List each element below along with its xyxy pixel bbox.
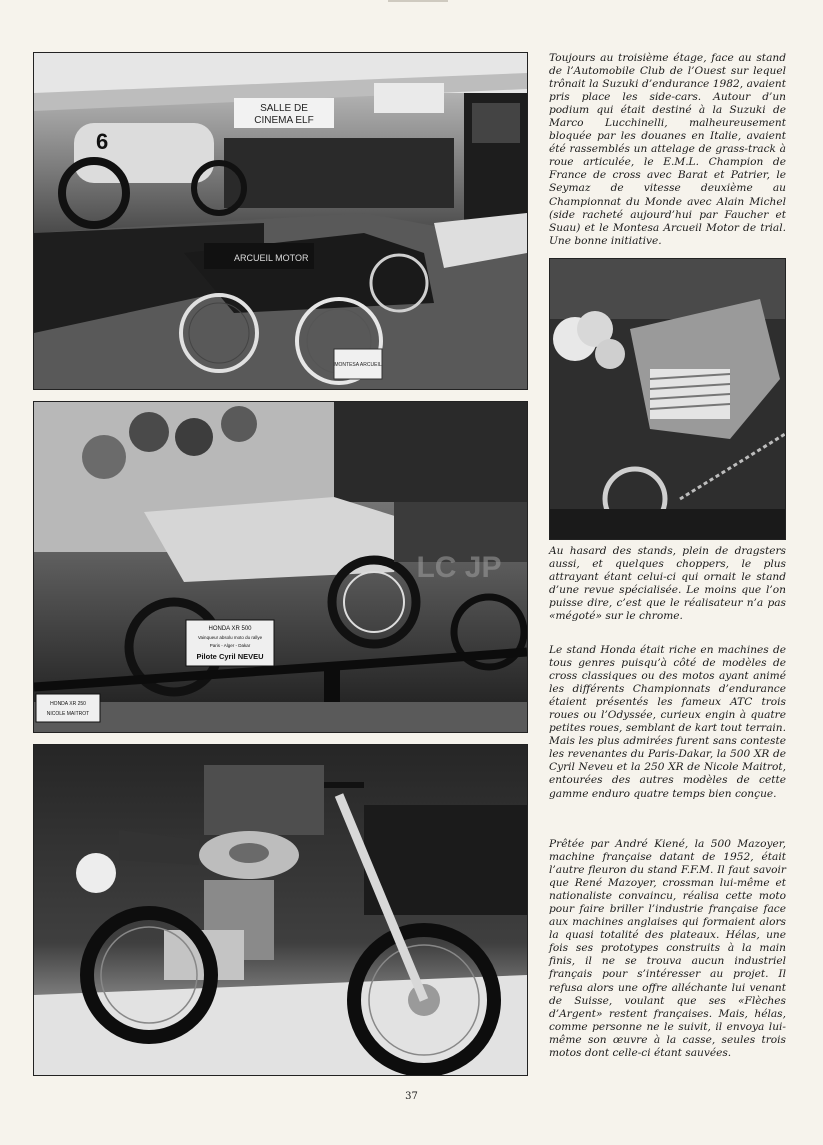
photo-chopper-image <box>550 259 785 539</box>
maitrot-card <box>36 694 100 722</box>
card-line-3: Paris - Alger - Dakar <box>209 643 251 648</box>
paragraph-honda: Le stand Honda était riche en machines de tous genres puisqu’à côté de modèles de cross classiques ou des motos ayant animé les différents Championnats d’endurance étaient présentés les fameux ATC trois roues ou l’Odyssée, curieux engin à quatre petites roues, semblant de kart tout terrain. Mais les plus admirées furent sans conteste les revenantes du Paris-Dakar, la 500 XR de Cyril Neveu et la 250 XR de Nicole Maitrot, entourées des autres modèles de cette gamme enduro quatre temps bien conçue. <box>549 644 786 800</box>
paragraph-choppers: Au hasard des stands, plein de dragsters aussi, et quelques choppers, le plus attrayant étant celui-ci qui ornait le stand d’une revue spécialisée. Le moins que l’on puisse dire, c’est que le réalisateur n’a pas «mégoté» sur le chrome. <box>549 545 786 623</box>
photo-chopper <box>549 258 786 540</box>
stand-card: MONTESA ARCUEIL <box>334 362 382 368</box>
page-number: 37 <box>405 1091 418 1102</box>
card-line-2: Vainqueur absolu moto du rallye <box>197 635 263 640</box>
photo-honda-stand <box>33 401 528 733</box>
photo-sidecar-image <box>34 53 527 389</box>
text-block-sidecars <box>549 52 786 248</box>
tank-label: ARCUEIL MOTOR <box>234 253 309 263</box>
paragraph-mazoyer: Prêtée par André Kiené, la 500 Mazoyer, machine française datant de 1952, était l’autre fleuron du stand F.F.M. Il faut savoir que René Mazoyer, crossman lui-même et nationaliste convaincu, réalisa cette moto pour faire briller l’industrie française face aux machines anglaises qui formaient alors la quasi totalité des plateaux. Hélas, une fois ses prototypes construits à la main finis, il ne se trouva aucun industriel français pour s’intéresser au projet. Il refusa alors une offre alléchante lui venant de Suisse, voulant que ses «Flèches d’Argent» restent françaises. Mais, hélas, comme personne ne le suivit, il envoya lui-même son œuvre à la casse, seules trois motos dont celle-ci étant sauvées. <box>549 838 786 1059</box>
text-block-honda <box>549 644 786 801</box>
photo-sidecar-exhibit <box>33 52 528 390</box>
top-mark <box>388 0 448 2</box>
text-block-mazoyer <box>549 838 786 1060</box>
photo-mazoyer-image <box>34 745 527 1075</box>
photo-mazoyer <box>33 744 528 1076</box>
paragraph-sidecars: Toujours au troisième étage, face au stand de l’Automobile Club de l’Ouest sur lequel trônait la Suzuki d’endurance 1982, avaient pris place les side-cars. Autour d’un podium qui était destiné à la Suzuki de Marco Lucchinelli, malheureusement bloquée par les douanes en Italie, avaient été rassemblés un attelage de grass-track à roue articulée, le E.M.L. Champion de France de cross avec Barat et Patrier, le Seymaz de vitesse deuxième au Championnat du Monde avec Alain Michel (side racheté aujourd’hui par Faucher et Suau) et le Montesa Arcueil Motor de trial. Une bonne initiative. <box>549 52 786 247</box>
photo-honda-image <box>34 402 527 732</box>
svg-text:6: 6 <box>96 129 109 154</box>
card-line-4: Pilote Cyril NEVEU <box>196 652 264 661</box>
watermark: LC JP <box>416 551 502 584</box>
honda-info-card <box>186 620 274 666</box>
left-card-line-1: HONDA XR 250 <box>50 701 86 707</box>
sign-cinema-line2: CINEMA ELF <box>254 115 314 126</box>
card-line-1: HONDA XR 500 <box>208 626 252 632</box>
sign-cinema-line1: SALLE DE <box>260 103 308 114</box>
left-card-line-2: NICOLE MAITROT <box>46 711 90 717</box>
text-block-choppers <box>549 545 786 623</box>
